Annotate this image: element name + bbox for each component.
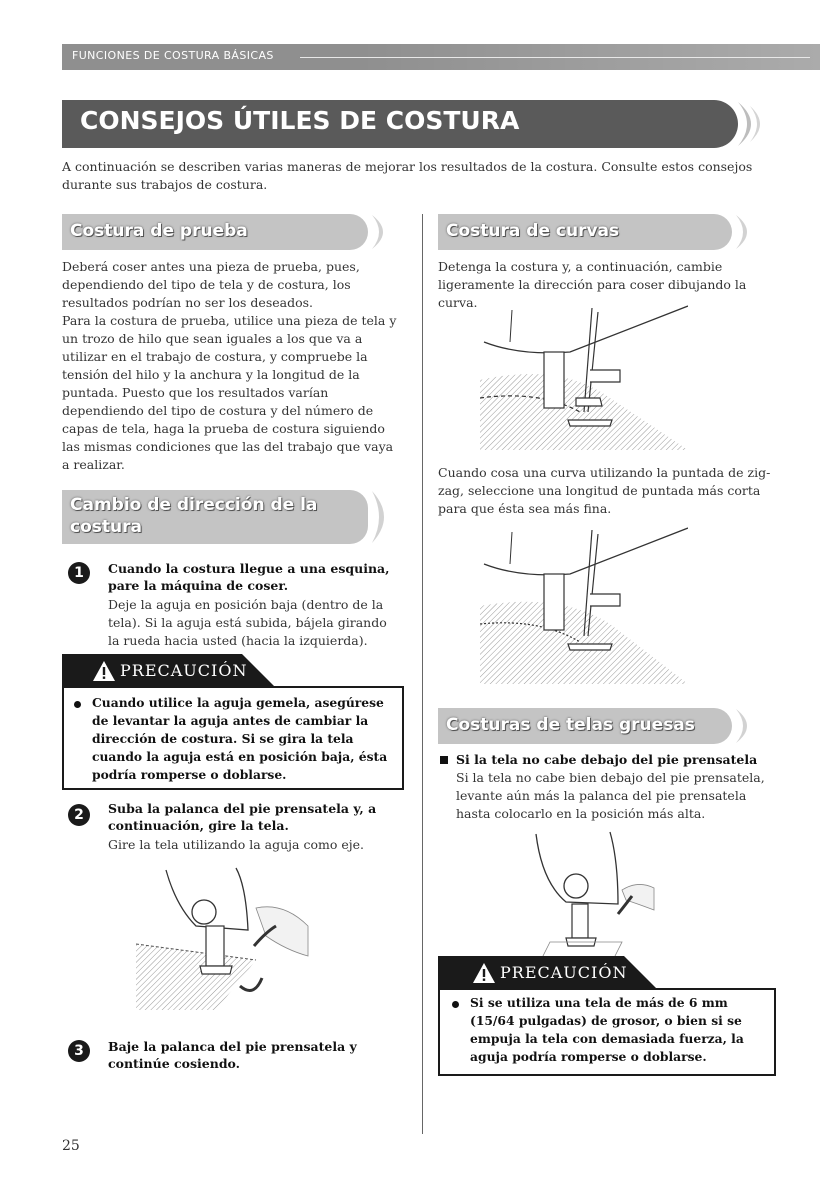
step-2-heading: Suba la palanca del pie prensatela y, a continuación, gire la tela. [108,801,377,833]
chevron-right-icon [732,708,762,744]
curvas-paragraph-2: Cuando cosa una curva utilizando la puntada de zig-zag, seleccione una longitud de puntada más corta para que ésta sea más fina. [438,465,771,516]
caution-text-2: Si se utiliza una tela de más de 6 mm (15/64 pulgadas) de grosor, o bien si se empuja la tela con demasiada fuerza, la aguja podría romperse o doblarse. [470,995,744,1064]
section-title-curvas: Costura de curvas [446,221,620,241]
page-number: 25 [62,1138,80,1154]
chevron-right-icon [730,100,770,148]
intro-text: A continuación se describen varias maneras de mejorar los resultados de la costura. Consulte estos consejos durante sus trabajos de costura. [62,159,753,192]
step-2-body: Gire la tela utilizando la aguja como eje. [108,837,365,852]
turn-fabric-illustration [136,866,312,1010]
step-1-heading: Cuando la costura llegue a una esquina, pare la máquina de coser. [108,561,390,593]
caution-text-1: Cuando utilice la aguja gemela, asegúrese de levantar la aguja antes de cambiar la dirección de costura. Si se gira la tela cuando la aguja está en posición baja, ésta podría romperse o doblarse. [92,695,388,782]
section-title-gruesas: Costuras de telas gruesas [446,715,695,735]
warning-triangle-icon [472,962,496,984]
section-title-cambio-line1: Cambio de dirección de la [70,495,318,515]
caution-title-1: PRECAUCIÓN [120,661,248,680]
step-1-body: Deje la aguja en posición baja (dentro de la tela). Si la aguja está subida, bájela girando la rueda hacia usted (hacia la izquierda). [108,597,387,648]
prueba-paragraph-1: Deberá coser antes una pieza de prueba, pues, dependiendo del tipo de tela y de costura, los resultados podrían no ser los deseados. [62,259,360,310]
prueba-paragraph-2: Para la costura de prueba, utilice una pieza de tela y un trozo de hilo que sean iguales a los que va a utilizar en el trabajo de costura, y compruebe la tensión del hilo y la anchura y la longitud de la puntada. Puesto que los resultados varían dependiendo del tipo de costura y del número de capas de tela, haga la prueba de costura siguiendo las mismas condiciones que las del trabajo que vaya a realizar. [62,313,397,472]
column-divider [422,214,423,1134]
chevron-right-icon [368,490,398,544]
section-title-cambio-line2: costura [70,517,142,537]
section-header-rule [300,57,810,58]
step-3-heading: Baje la palanca del pie prensatela y continúe cosiendo. [108,1039,357,1071]
section-title-prueba: Costura de prueba [70,221,248,241]
curvas-paragraph-1: Detenga la costura y, a continuación, cambie ligeramente la dirección para coser dibujando la curva. [438,259,747,310]
gruesas-bullet-body: Si la tela no cabe bien debajo del pie prensatela, levante aún más la palanca del pie prensatela hasta colocarlo en la posición más alta. [456,770,765,821]
gruesas-bullet-heading: Si la tela no cabe debajo del pie prensatela [456,752,758,767]
caution-header-tab [624,956,658,990]
chevron-right-icon [732,214,762,250]
presser-foot-lever-illustration [526,830,656,966]
section-header-label: FUNCIONES DE COSTURA BÁSICAS [72,49,274,62]
square-bullet [440,756,448,764]
curve-sewing-illustration-2 [480,524,688,684]
chevron-right-icon [368,214,398,250]
step-number-2: 2 [68,804,90,826]
step-number-3: 3 [68,1040,90,1062]
step-number-1: 1 [68,562,90,584]
caution-bullet-2 [452,1001,459,1008]
warning-triangle-icon [92,660,116,682]
caution-title-2: PRECAUCIÓN [500,963,628,982]
caution-bullet-1 [74,701,81,708]
page-title: CONSEJOS ÚTILES DE COSTURA [80,106,520,135]
curve-sewing-illustration-1 [480,302,688,450]
